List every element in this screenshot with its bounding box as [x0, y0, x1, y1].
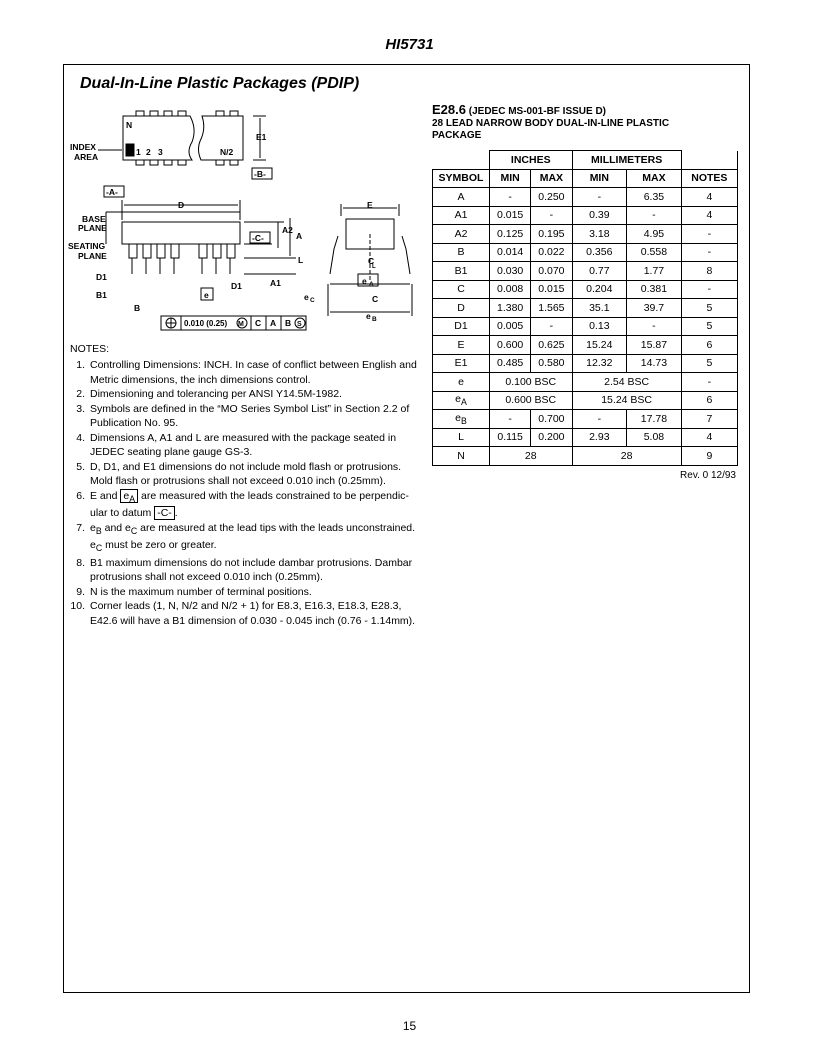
- cell-in-min: 0.030: [490, 262, 531, 281]
- package-drawing: [66, 104, 416, 336]
- note-text: e: [90, 521, 96, 534]
- revision-label: Rev. 0 12/93: [680, 470, 736, 481]
- dim-l: L: [298, 255, 304, 265]
- cell-in: 28: [490, 447, 573, 466]
- cell-in-max: -: [531, 317, 572, 336]
- cell-symbol: A2: [433, 225, 490, 244]
- cell-notes: 6: [681, 336, 737, 355]
- cell-symbol: L: [433, 428, 490, 447]
- dim-b: B: [134, 303, 141, 313]
- cell-in-max: 0.580: [531, 354, 572, 373]
- dim-ea-sub: A: [369, 281, 374, 288]
- cell-mm-min: 0.356: [572, 243, 627, 262]
- cell-in-min: 0.115: [490, 428, 531, 447]
- tolerance-datum-c: C: [255, 318, 262, 328]
- cell-notes: 5: [681, 317, 737, 336]
- tolerance-datum-b: B: [285, 318, 292, 328]
- note-item: [70, 431, 420, 460]
- note-number: 1.: [76, 359, 85, 371]
- package-description-2: PACKAGE: [432, 130, 482, 141]
- cell-mm-max: 0.558: [627, 243, 682, 262]
- cell-in-max: 0.200: [531, 428, 572, 447]
- note-text: Dimensioning and tolerancing per ANSI Y14.5M-1982.: [90, 388, 342, 400]
- dim-a: A: [296, 231, 303, 241]
- cell-in-min: 0.014: [490, 243, 531, 262]
- cell-in-min: 0.008: [490, 280, 531, 299]
- dim-d1-left: D1: [96, 272, 107, 282]
- cell-notes: 4: [681, 188, 737, 207]
- cell-mm-max: 5.08: [627, 428, 682, 447]
- table-row: [433, 391, 738, 410]
- cell-symbol: B: [433, 243, 490, 262]
- pin-label-2: 2: [146, 147, 151, 157]
- col-group-inches: INCHES: [490, 151, 573, 170]
- table-row: [433, 280, 738, 299]
- table-row: [433, 243, 738, 262]
- cell-mm-min: 15.24: [572, 336, 627, 355]
- dimension-table: [432, 150, 738, 466]
- ea-symbol-box: [120, 489, 138, 503]
- notes-list: [70, 358, 420, 628]
- note-number: 2.: [76, 388, 85, 400]
- note-item: [70, 599, 420, 628]
- datum-c-box: -C-: [154, 506, 175, 520]
- cell-mm-min: -: [572, 410, 627, 429]
- dim-ec-sub: C: [310, 297, 315, 304]
- cell-mm-max: 15.87: [627, 336, 682, 355]
- dim-b1: B1: [96, 290, 107, 300]
- package-description-1: 28 LEAD NARROW BODY DUAL-IN-LINE PLASTIC: [432, 118, 670, 129]
- cell-symbol: D1: [433, 317, 490, 336]
- note-text: and e: [104, 521, 131, 534]
- note-text: Corner leads (1, N, N/2 and N/2 + 1) for E8.3, E16.3, E18.3, E28.3, E42.6 will have a B1 dimension of 0.030 - 0.045 inch (0.76 - 1.14mm).: [90, 600, 416, 627]
- note-item: [70, 521, 420, 556]
- cell-mm-min: 35.1: [572, 299, 627, 318]
- cell-symbol: D: [433, 299, 490, 318]
- cell-in-max: 0.250: [531, 188, 572, 207]
- note-number: 10.: [70, 600, 85, 613]
- col-in-max: MAX: [531, 169, 572, 188]
- table-row: [433, 262, 738, 281]
- cell-mm-max: 1.77: [627, 262, 682, 281]
- note-item: [70, 556, 420, 585]
- cell-symbol: [433, 391, 490, 410]
- cell-notes: 4: [681, 206, 737, 225]
- note-text: Controlling Dimensions: INCH. In case of conflict between English and Metric dimensions, the inch dimensions control.: [90, 359, 417, 386]
- note-item: [70, 489, 420, 521]
- cell-notes: -: [681, 225, 737, 244]
- table-row: [433, 299, 738, 318]
- dim-a1: A1: [270, 278, 281, 288]
- dim-e-end: E: [367, 200, 373, 210]
- cell-mm-max: 6.35: [627, 188, 682, 207]
- symbol-main: e: [455, 411, 461, 424]
- cell-in-min: 1.380: [490, 299, 531, 318]
- cell-symbol: e: [433, 373, 490, 392]
- note-text: Dimensions A, A1 and L are measured with the package seated in JEDEC seating plane gauge GS-3.: [90, 431, 397, 458]
- cell-mm-min: 0.13: [572, 317, 627, 336]
- cell-mm-max: 39.7: [627, 299, 682, 318]
- dim-d: D: [178, 200, 185, 210]
- pin-label-n-half: N/2: [220, 147, 234, 157]
- index-area-label-1: INDEX: [70, 142, 96, 152]
- page-header-title: HI5731: [385, 36, 434, 53]
- section-title: Dual-In-Line Plastic Packages (PDIP): [80, 75, 360, 92]
- cell-mm: 15.24 BSC: [572, 391, 681, 410]
- ea-symbol-sub: A: [129, 493, 136, 504]
- note-number: 5.: [76, 460, 85, 473]
- dim-e1: E1: [256, 132, 267, 142]
- table-row: [433, 336, 738, 355]
- cell-mm-max: 0.381: [627, 280, 682, 299]
- cell-in-max: 1.565: [531, 299, 572, 318]
- table-row: [433, 447, 738, 466]
- index-area-label-2: AREA: [74, 152, 99, 162]
- note-number: 7.: [76, 521, 85, 534]
- table-row: [433, 428, 738, 447]
- cell-mm-max: -: [627, 206, 682, 225]
- dim-ec: e: [304, 292, 309, 302]
- package-code: E28.6: [432, 102, 466, 117]
- note-text: N is the maximum number of terminal positions.: [90, 585, 312, 598]
- cell-notes: 4: [681, 428, 737, 447]
- table-row: [433, 410, 738, 429]
- note-text: E and: [90, 489, 118, 502]
- dim-a2: A2: [282, 225, 293, 235]
- cell-in-max: -: [531, 206, 572, 225]
- col-in-min: MIN: [490, 169, 531, 188]
- note-number: 3.: [76, 402, 85, 415]
- cell-mm-max: 4.95: [627, 225, 682, 244]
- pin-label-n: N: [126, 120, 133, 130]
- note-item: [70, 387, 420, 402]
- note-text: .: [174, 507, 178, 520]
- datum-b: -B-: [254, 169, 266, 179]
- note-text: D, D1, and E1 dimensions do not include mold flash or protrusions. Mold flash or protrusions shall not exceed 0.010 inch (0.25mm).: [90, 460, 402, 487]
- cell-in-max: 0.700: [531, 410, 572, 429]
- dim-eb: e: [366, 311, 371, 321]
- cell-in-min: 0.125: [490, 225, 531, 244]
- cell-notes: -: [681, 280, 737, 299]
- table-row: [433, 354, 738, 373]
- cell-symbol: E1: [433, 354, 490, 373]
- dim-ea: e: [362, 276, 367, 286]
- base-plane-label-1: BASE: [82, 214, 106, 224]
- dim-e-pitch: e: [204, 290, 209, 300]
- note-number: 6.: [76, 489, 85, 502]
- note-text: are measured with the leads constrained to be perpendic- ular to datum: [90, 489, 409, 520]
- cell-in-min: 0.005: [490, 317, 531, 336]
- cell-symbol: C: [433, 280, 490, 299]
- cell-mm: 28: [572, 447, 681, 466]
- cell-symbol: E: [433, 336, 490, 355]
- cell-in-max: 0.195: [531, 225, 572, 244]
- note-sub: C: [95, 543, 103, 554]
- note-text: must be zero or greater.: [105, 539, 217, 552]
- cell-mm-max: 14.73: [627, 354, 682, 373]
- symbol-sub: B: [461, 415, 467, 426]
- note-text: B1 maximum dimensions do not include dambar protrusions. Dambar protrusions shall not exceed 0.010 inch (0.25mm).: [90, 556, 413, 584]
- datum-a: -A-: [106, 187, 118, 197]
- cell-notes: -: [681, 243, 737, 262]
- symbol-sub: A: [461, 397, 467, 408]
- cell-mm-max: 17.78: [627, 410, 682, 429]
- seating-plane-label-1: SEATING: [68, 241, 106, 251]
- cell-symbol: A1: [433, 206, 490, 225]
- note-number: 4.: [76, 431, 85, 444]
- note-number: 9.: [76, 585, 85, 598]
- cell-in-max: 0.625: [531, 336, 572, 355]
- cell-mm-min: -: [572, 188, 627, 207]
- cell-mm-min: 0.204: [572, 280, 627, 299]
- cell-mm-max: -: [627, 317, 682, 336]
- cell-mm: 2.54 BSC: [572, 373, 681, 392]
- pin-label-3: 3: [158, 147, 163, 157]
- note-item: [70, 585, 420, 600]
- cell-notes: 9: [681, 447, 737, 466]
- col-group-mm: MILLIMETERS: [572, 151, 681, 170]
- col-mm-max: MAX: [627, 169, 682, 188]
- notes-heading: NOTES:: [70, 343, 110, 355]
- cell-notes: -: [681, 373, 737, 392]
- cell-mm-min: 12.32: [572, 354, 627, 373]
- cell-mm-min: 2.93: [572, 428, 627, 447]
- cell-symbol: A: [433, 188, 490, 207]
- pin-label-1: 1: [136, 147, 141, 157]
- cell-notes: 5: [681, 299, 737, 318]
- note-text: are measured at the lead tips with the leads unconstrained. e: [90, 521, 416, 552]
- note-number: 8.: [76, 556, 85, 569]
- cell-symbol: [433, 410, 490, 429]
- base-plane-label-2: PLANE: [78, 223, 107, 233]
- tolerance-modifier-s: S: [297, 321, 302, 328]
- tolerance-value: 0.010 (0.25): [184, 319, 228, 328]
- cell-notes: 6: [681, 391, 737, 410]
- cell-in-max: 0.022: [531, 243, 572, 262]
- cell-in: 0.100 BSC: [490, 373, 573, 392]
- cell-symbol: N: [433, 447, 490, 466]
- cell-notes: 5: [681, 354, 737, 373]
- cell-notes: 7: [681, 410, 737, 429]
- col-symbol: SYMBOL: [433, 169, 490, 188]
- table-row: [433, 225, 738, 244]
- cell-in-max: 0.015: [531, 280, 572, 299]
- table-row: [433, 206, 738, 225]
- cell-in-min: 0.485: [490, 354, 531, 373]
- dim-c: C: [372, 294, 379, 304]
- cell-mm-min: 0.39: [572, 206, 627, 225]
- note-sub: B: [95, 525, 102, 536]
- cell-in-min: -: [490, 188, 531, 207]
- cell-symbol: B1: [433, 262, 490, 281]
- table-row: [433, 188, 738, 207]
- package-heading: [432, 104, 742, 142]
- note-item: [70, 358, 420, 387]
- cell-in-max: 0.070: [531, 262, 572, 281]
- cell-notes: 8: [681, 262, 737, 281]
- cell-in-min: 0.015: [490, 206, 531, 225]
- datum-c: -C-: [252, 233, 264, 243]
- note-text: Symbols are defined in the “MO Series Symbol List” in Section 2.2 of Publication No. 95.: [90, 402, 410, 429]
- table-row: [433, 373, 738, 392]
- dim-d1-right: D1: [231, 281, 242, 291]
- cell-in: 0.600 BSC: [490, 391, 573, 410]
- ea-symbol: e: [123, 489, 130, 502]
- note-item: [70, 460, 420, 489]
- centerline-label-sub: L: [372, 264, 376, 270]
- table-row: [433, 317, 738, 336]
- col-mm-min: MIN: [572, 169, 627, 188]
- col-notes: NOTES: [681, 169, 737, 188]
- package-jedec: (JEDEC MS-001-BF ISSUE D): [468, 106, 607, 117]
- tolerance-datum-a: A: [270, 318, 277, 328]
- tolerance-modifier-m: M: [238, 321, 244, 328]
- centerline-label: C: [368, 256, 375, 266]
- page-number: 15: [402, 1019, 417, 1033]
- cell-mm-min: 0.77: [572, 262, 627, 281]
- note-sub: C: [130, 525, 138, 536]
- cell-mm-min: 3.18: [572, 225, 627, 244]
- symbol-main: e: [455, 393, 461, 406]
- cell-in-min: -: [490, 410, 531, 429]
- dim-eb-sub: B: [372, 316, 377, 323]
- seating-plane-label-2: PLANE: [78, 251, 107, 261]
- note-item: [70, 402, 420, 431]
- cell-in-min: 0.600: [490, 336, 531, 355]
